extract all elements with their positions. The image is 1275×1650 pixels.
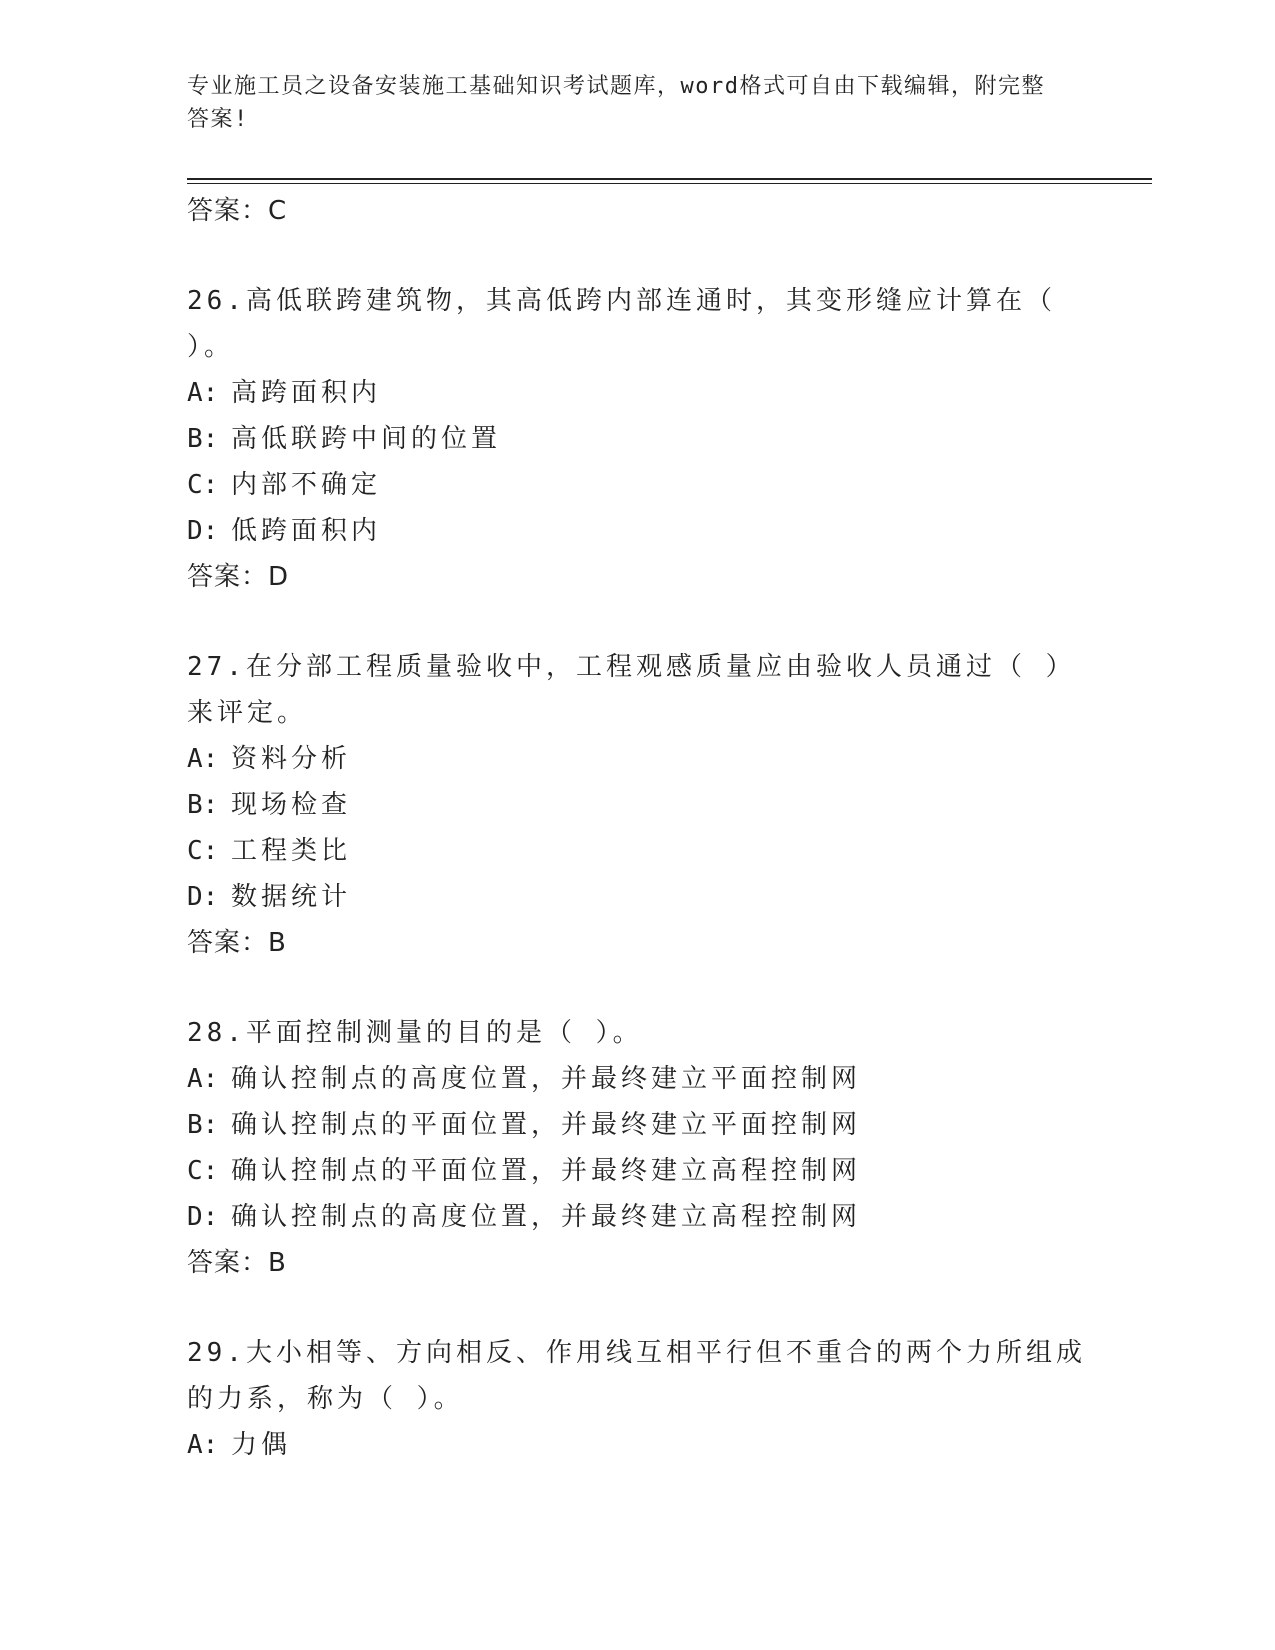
question-block — [187, 278, 1087, 600]
option-item — [187, 1056, 1087, 1102]
option-text: 低跨面积内 — [231, 516, 382, 546]
option-text: 高低联跨中间的位置 — [231, 424, 502, 454]
answer-line: 答案：C — [187, 196, 288, 226]
option-item — [187, 1194, 1087, 1240]
option-text: 确认控制点的平面位置，并最终建立高程控制网 — [231, 1156, 862, 1186]
spacer — [187, 234, 1087, 278]
option-item — [187, 874, 1087, 920]
option-letter: C: — [187, 1156, 219, 1186]
spacer — [187, 1286, 1087, 1330]
option-item — [187, 782, 1087, 828]
option-text: 现场检查 — [231, 790, 352, 820]
option-text: 确认控制点的高度位置，并最终建立高程控制网 — [231, 1202, 862, 1232]
option-text: 高跨面积内 — [231, 378, 382, 408]
option-letter: A: — [187, 1430, 219, 1460]
option-letter: B: — [187, 424, 219, 454]
question-block — [187, 644, 1087, 966]
option-letter: A: — [187, 744, 219, 774]
option-letter: C: — [187, 470, 219, 500]
option-letter: A: — [187, 1064, 219, 1094]
option-text: 确认控制点的高度位置，并最终建立平面控制网 — [231, 1064, 862, 1094]
question-stem: 28.平面控制测量的目的是（ ）。 — [187, 1018, 643, 1048]
header-divider-thick — [187, 178, 1152, 180]
answer-line: 答案：D — [187, 562, 290, 592]
header-divider-thin — [187, 183, 1152, 184]
option-item — [187, 828, 1087, 874]
option-item — [187, 462, 1087, 508]
option-letter: C: — [187, 836, 219, 866]
option-letter: A: — [187, 378, 219, 408]
option-letter: B: — [187, 790, 219, 820]
spacer — [187, 966, 1087, 1010]
option-item — [187, 416, 1087, 462]
document-header: 专业施工员之设备安装施工基础知识考试题库，word格式可自由下载编辑，附完整答案! — [187, 74, 1045, 132]
option-text: 内部不确定 — [231, 470, 382, 500]
question-list — [187, 188, 1087, 1468]
answer-line: 答案：B — [187, 1248, 287, 1278]
option-item — [187, 1102, 1087, 1148]
option-text: 工程类比 — [231, 836, 352, 866]
option-letter: B: — [187, 1110, 219, 1140]
option-item — [187, 1422, 1087, 1468]
option-text: 确认控制点的平面位置，并最终建立平面控制网 — [231, 1110, 862, 1140]
question-stem: 27.在分部工程质量验收中，工程观感质量应由验收人员通过（ ）来评定。 — [187, 652, 1076, 728]
option-item — [187, 1148, 1087, 1194]
option-item — [187, 370, 1087, 416]
option-letter: D: — [187, 1202, 219, 1232]
option-letter: D: — [187, 882, 219, 912]
option-letter: D: — [187, 516, 219, 546]
option-text: 数据统计 — [231, 882, 352, 912]
question-stem: 26.高低联跨建筑物，其高低跨内部连通时，其变形缝应计算在（ ）。 — [187, 286, 1056, 362]
question-block — [187, 1330, 1087, 1468]
question-stem: 29.大小相等、方向相反、作用线互相平行但不重合的两个力所组成的力系，称为（ ）。 — [187, 1338, 1086, 1414]
option-text: 力偶 — [231, 1430, 292, 1460]
option-item — [187, 736, 1087, 782]
option-item — [187, 508, 1087, 554]
spacer — [187, 600, 1087, 644]
answer-line: 答案：B — [187, 928, 287, 958]
question-block — [187, 1010, 1087, 1286]
option-text: 资料分析 — [231, 744, 352, 774]
